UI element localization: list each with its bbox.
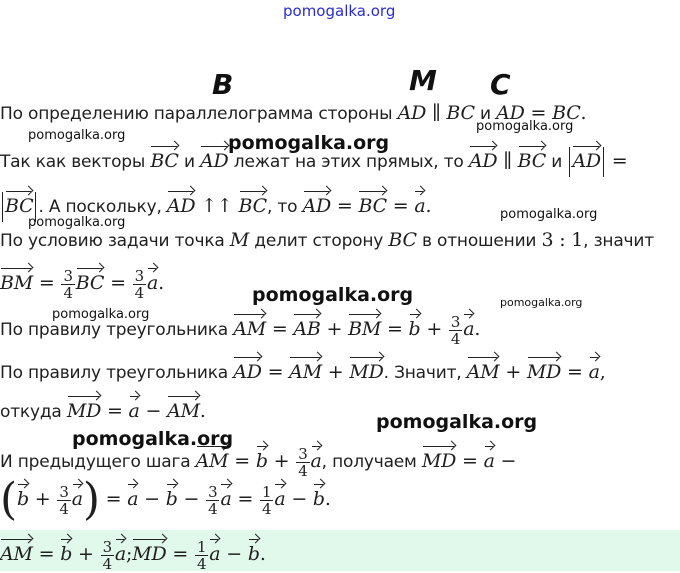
vertex-label-c: C bbox=[490, 68, 511, 101]
text-line-5: BM = $\frac{3}{4}$ BC = $\frac{3}{4}$ a. bbox=[0, 266, 164, 302]
watermark-4: pomogalka.org bbox=[28, 215, 126, 230]
watermark-5: pomogalka.org bbox=[500, 207, 598, 222]
text-line-3: BC . А поскольку, AD ↑↑ BC, то AD = BC = a. bbox=[0, 188, 431, 222]
text-line-7: По правилу треугольника AD = AM + MD. Значит, AM + MD = a, bbox=[0, 354, 606, 384]
text-line-1: По определению параллелограмма стороны AD ∥ BC и AD = BC. bbox=[0, 102, 587, 124]
watermark-9: pomogalka.org bbox=[376, 411, 538, 433]
text-line-9: И предыдущего шага AM = b + $\frac{3}{4}$ a, получаем MD = a − bbox=[0, 444, 517, 480]
watermark-1: pomogalka.org bbox=[28, 128, 126, 143]
text-line-8: откуда MD = a − AM. bbox=[0, 393, 206, 423]
watermark-2: pomogalka.org bbox=[228, 132, 390, 154]
text-line-2: Так как векторы BC и AD лежат на этих прямых, то AD ∥ BC и AD = bbox=[0, 143, 627, 177]
watermark-3: pomogalka.org bbox=[476, 119, 574, 134]
watermark-top: pomogalka.org bbox=[283, 2, 396, 20]
watermark-8: pomogalka.org bbox=[52, 307, 150, 322]
watermark-6: pomogalka.org bbox=[252, 284, 414, 306]
watermark-10: pomogalka.org bbox=[72, 428, 234, 450]
text-line-10: (b + $\frac{3}{4}$ a) = a − b − $\frac{3}{4}$ a = $\frac{1}{4}$ a − b. bbox=[0, 474, 331, 525]
answer-line: AM = b + $\frac{3}{4}$ a;MD = $\frac{1}{4}$ a − b. bbox=[0, 537, 266, 573]
vertex-label-m: M bbox=[409, 64, 437, 97]
watermark-7: pomogalka.org bbox=[500, 296, 583, 309]
vertex-label-b: B bbox=[212, 68, 234, 101]
text-line-4: По условию задачи точка M делит сторону BC в отношении 3 : 1, значит bbox=[0, 229, 654, 251]
text-line-6: По правилу треугольника AM = AB + BM = b + $\frac{3}{4}$ a. bbox=[0, 312, 481, 348]
